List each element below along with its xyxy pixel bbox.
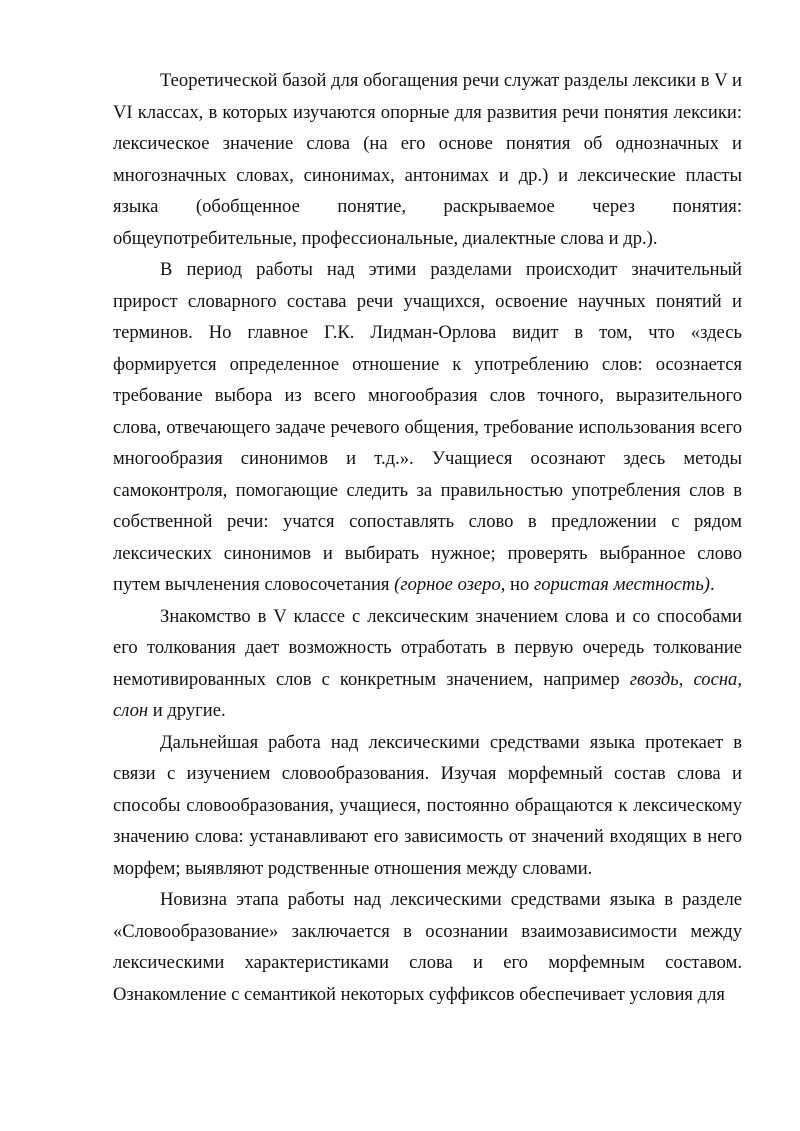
paragraph — [113, 601, 742, 727]
text-run: и другие. — [148, 700, 226, 721]
italic-text-run: (горное озеро — [394, 574, 501, 595]
italic-text-run: гвоздь — [629, 668, 679, 690]
text-run: , — [678, 668, 694, 690]
text-run: , но — [500, 574, 534, 595]
text-run: , — [737, 668, 743, 690]
paragraph — [113, 254, 742, 601]
italic-text-run: гористая местность) — [533, 574, 711, 595]
text-run: . — [710, 574, 715, 595]
paragraph — [113, 727, 742, 885]
text-run: Дальнейшая работа над лексическими средствами языка протекает в связи с изучением словообразования. Изучая морфемный состав слова и способы словообразования, учащиеся, постоянно обращаются к лексическому значению слова: устанавливают его зависимость от значений входящих в него морфем; выявляют родственные отношения между словами. — [113, 731, 742, 879]
paragraph — [113, 884, 742, 1010]
italic-text-run: слон — [113, 700, 149, 721]
text-run: В период работы над этими разделами происходит значительный прирост словарного состава речи учащихся, освоение научных понятий и терминов. Но главное Г.К. Лидман-Орлова видит в том, что «здесь формируется определенное отношение к употреблению слов: осознается требование выбора из всего многообразия слов точного, выразительного слова, отвечающего задаче речевого общения, требование использования всего многообразия синонимов и т.д.». Учащиеся осознают здесь методы самоконтроля, помогающие следить за правильностью употребления слов в собственной речи: учатся сопоставлять слово в предложении с рядом лексических синонимов и выбирать нужное; проверять выбранное слово путем вычленения словосочетания — [113, 259, 742, 595]
italic-text-run: сосна — [693, 668, 738, 690]
paragraph — [113, 65, 742, 254]
text-run: Знакомство в V классе с лексическим значением слова и со способами его толкования дает возможность отработать в первую очередь толкование немотивированных слов с конкретным значением, например — [113, 605, 742, 690]
text-run: Теоретической базой для обогащения речи служат разделы лексики в V и VI классах, в которых изучаются опорные для развития речи понятия лексики: лексическое значение слова (на его основе понятия об однозначных и многозначных словах, синонимах, антонимах и др.) и лексические пласты языка (обобщенное понятие, раскрываемое через понятия: общеупотребительные, профессиональные, диалектные слова и др.). — [113, 70, 742, 249]
text-run: Новизна этапа работы над лексическими средствами языка в разделе «Словообразование» заключается в осознании взаимозависимости между лексическими характеристиками слова и его морфемным составом. Ознакомление с семантикой некоторых суффиксов обеспечивает условия для — [113, 889, 742, 1005]
